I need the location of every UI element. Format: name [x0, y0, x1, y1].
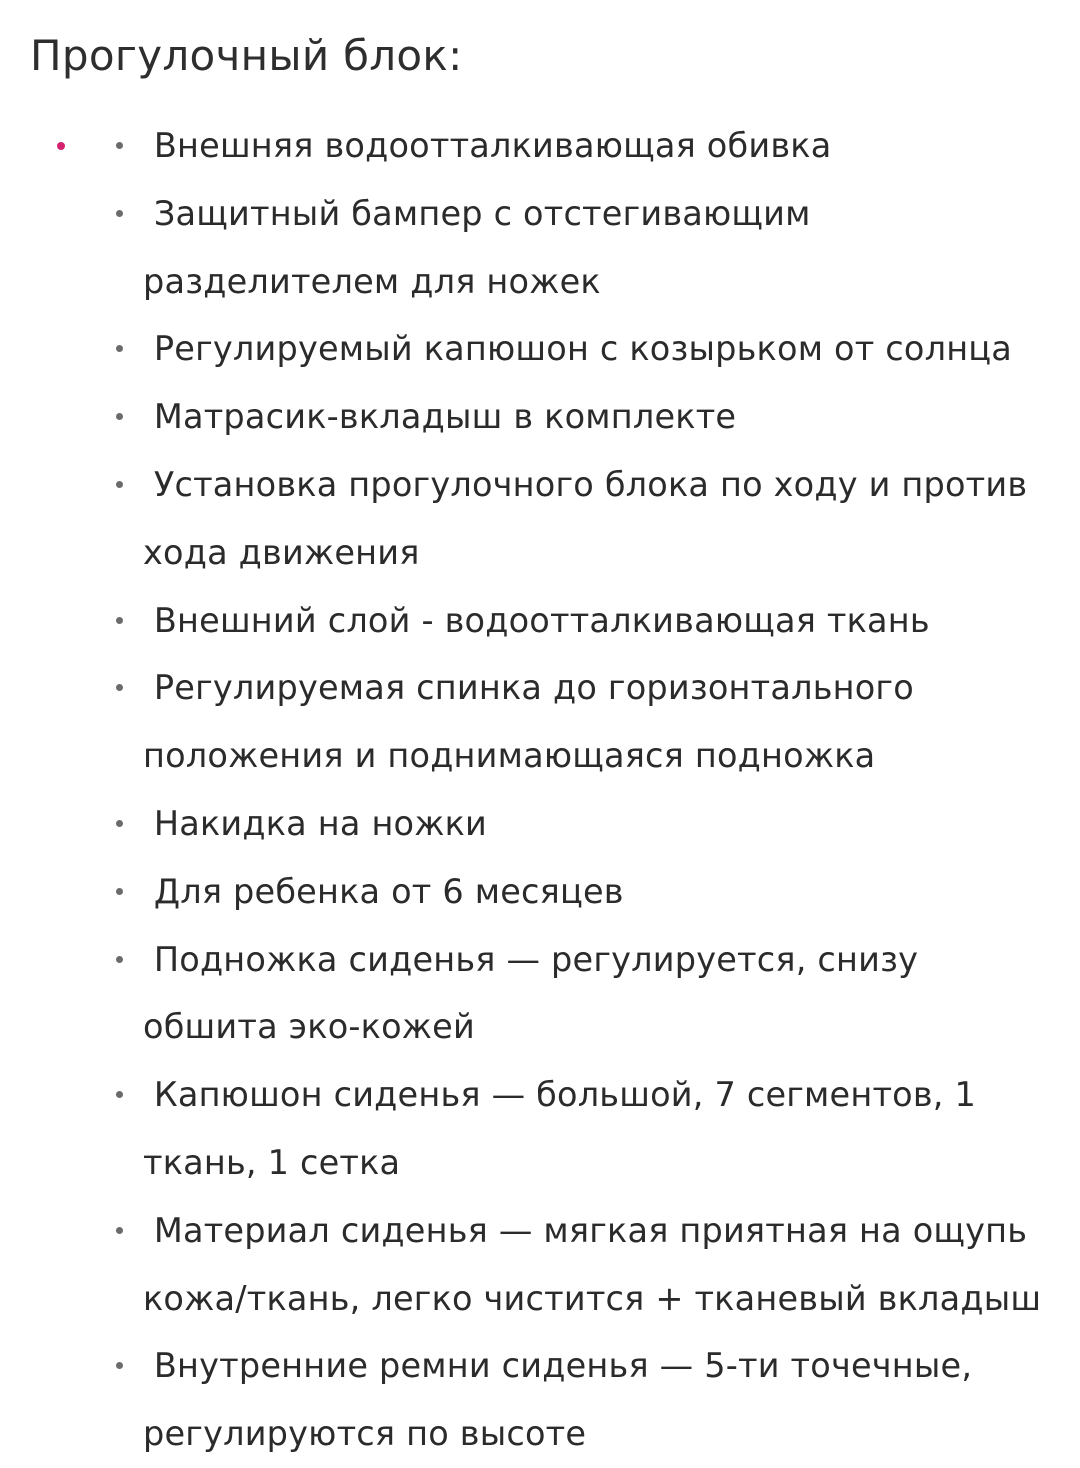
list-item-text: Регулируемый капюшон с козырьком от солнца: [143, 329, 1013, 369]
list-item-text: Материал сиденья — мягкая приятная на ощупь кожа/ткань, легко чистится + тканевый вкладыш: [143, 1210, 1042, 1318]
list-item: [0, 654, 1080, 790]
list-item: [0, 112, 1080, 180]
bullet-icon: [116, 820, 123, 827]
bullet-icon: [116, 956, 123, 963]
list-item: [0, 1061, 1080, 1197]
list-item: [0, 315, 1080, 383]
bullet-icon: [116, 1227, 123, 1234]
list-item-text: Внутренние ремни сиденья — 5-ти точечные, регулируются по высоте: [143, 1346, 984, 1454]
list-item-text: Регулируемая спинка до горизонтального положения и поднимающаяся подножка: [143, 668, 925, 776]
list-item-text: Подножка сиденья — регулируется, снизу обшита эко-кожей: [143, 939, 930, 1047]
list-item: [0, 1197, 1080, 1333]
list-item-text: Накидка на ножки: [143, 803, 488, 843]
feature-list: [0, 112, 1080, 1468]
bullet-icon: [116, 481, 123, 488]
bullet-icon: [116, 888, 123, 895]
bullet-icon: [116, 617, 123, 624]
list-item: [0, 1332, 1080, 1468]
list-item: [0, 790, 1080, 858]
list-item-text: Матрасик-вкладыш в комплекте: [143, 397, 737, 437]
list-item-text: Внешний слой - водоотталкивающая ткань: [143, 600, 930, 640]
bullet-icon: [116, 210, 123, 217]
bullet-icon: [116, 142, 123, 149]
list-item: [0, 451, 1080, 587]
list-item-text: Защитный бампер с отстегивающим разделителем для ножек: [143, 193, 822, 301]
list-item-text: Установка прогулочного блока по ходу и против хода движения: [143, 464, 1039, 572]
bullet-icon: [116, 1091, 123, 1098]
list-item: [0, 180, 1080, 316]
list-item-text: Для ребенка от 6 месяцев: [143, 871, 624, 911]
list-item: [0, 858, 1080, 926]
list-item-text: Внешняя водоотталкивающая обивка: [143, 126, 832, 165]
list-item: [0, 587, 1080, 655]
bullet-icon: [116, 413, 123, 420]
bullet-icon: [116, 345, 123, 352]
list-item: [0, 926, 1080, 1062]
section-heading: Прогулочный блок:: [30, 31, 463, 80]
list-item-text: Капюшон сиденья — большой, 7 сегментов, 1 ткань, 1 сетка: [143, 1075, 987, 1182]
bullet-icon: [116, 1362, 123, 1369]
list-item: [0, 383, 1080, 451]
bullet-icon: [116, 684, 123, 691]
